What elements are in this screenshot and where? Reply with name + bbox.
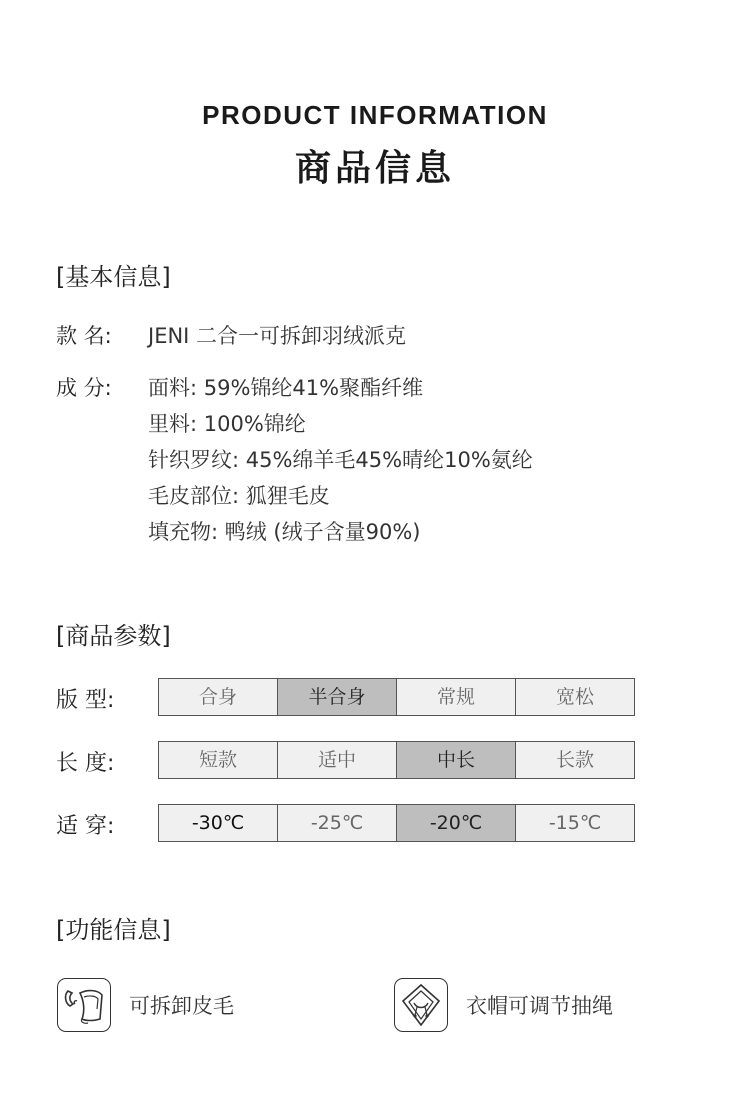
param-label-temperature: 适 穿: [56, 814, 115, 839]
param-option: -25℃ [278, 805, 397, 841]
hood-drawstring-icon [394, 978, 448, 1032]
param-option: 合身 [159, 679, 278, 715]
title-english: PRODUCT INFORMATION [202, 100, 548, 130]
param-option: 长款 [516, 742, 634, 778]
param-label-fit: 版 型: [56, 688, 115, 713]
section-title-basic-info: [基本信息] [56, 263, 171, 291]
composition-line: 面料: 59%锦纶41%聚酯纤维 [148, 376, 424, 400]
title-chinese: 商品信息 [294, 148, 455, 189]
name-label: 款 名: [56, 324, 112, 348]
param-label-length: 长 度: [56, 751, 115, 776]
composition-line: 毛皮部位: 狐狸毛皮 [148, 484, 330, 508]
param-option: 宽松 [516, 679, 634, 715]
param-options-length [158, 741, 635, 779]
section-title-params: [商品参数] [56, 622, 171, 650]
feature-label: 衣帽可调节抽绳 [466, 994, 613, 1018]
composition-label: 成 分: [56, 376, 112, 400]
detachable-fur-icon [57, 978, 111, 1032]
name-value: JENI 二合一可拆卸羽绒派克 [148, 324, 407, 348]
param-option: -30℃ [159, 805, 278, 841]
section-title-features: [功能信息] [56, 916, 171, 944]
param-option: 适中 [278, 742, 397, 778]
param-option: -20℃ [397, 805, 516, 841]
composition-line: 填充物: 鸭绒 (绒子含量90%) [148, 520, 421, 544]
param-option: 短款 [159, 742, 278, 778]
param-option: 中长 [397, 742, 516, 778]
param-options-temperature [158, 804, 635, 842]
param-options-fit [158, 678, 635, 716]
param-option: -15℃ [516, 805, 634, 841]
composition-line: 里料: 100%锦纶 [148, 412, 306, 436]
composition-line: 针织罗纹: 45%绵羊毛45%晴纶10%氨纶 [148, 448, 533, 472]
feature-label: 可拆卸皮毛 [129, 994, 234, 1018]
param-option: 常规 [397, 679, 516, 715]
param-option: 半合身 [278, 679, 397, 715]
